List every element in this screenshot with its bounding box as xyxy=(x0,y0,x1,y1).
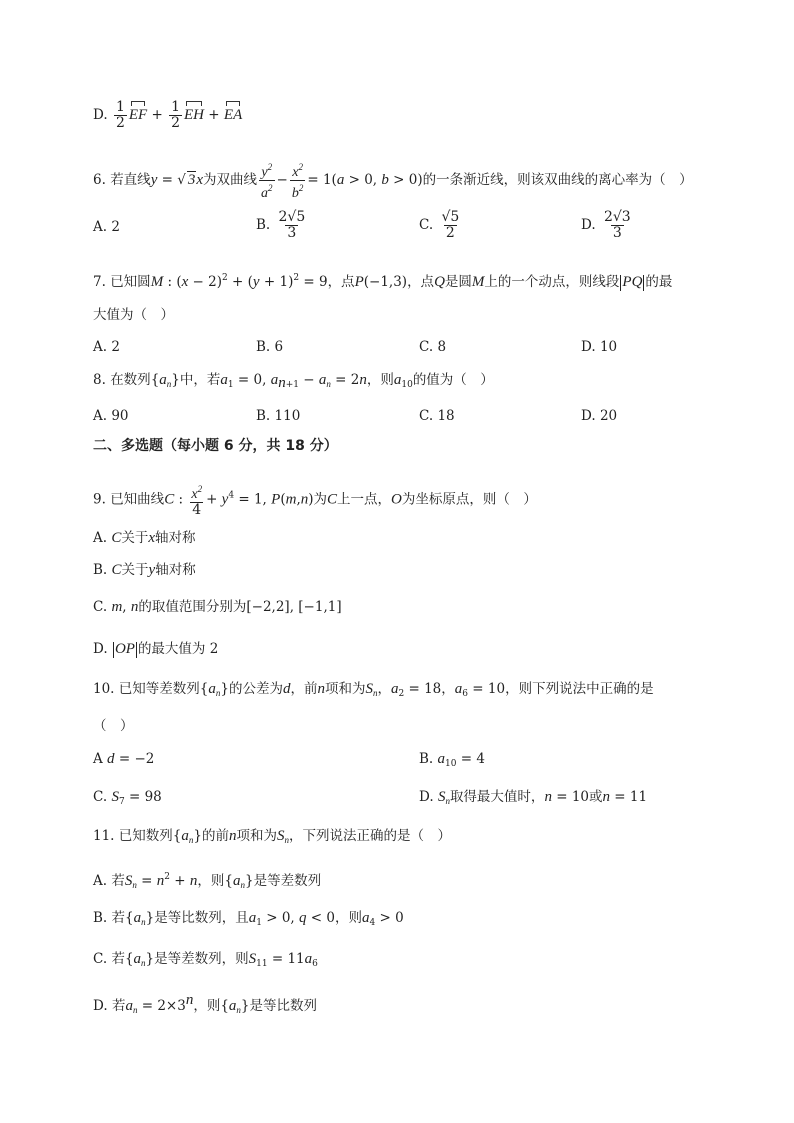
q8-option-a[interactable]: A. 90 xyxy=(93,408,129,424)
q11-option-a[interactable]: A. 若$S_n = n^2 + n$，则$\{a_n\}$是等差数列 xyxy=(93,872,322,890)
q7-option-a[interactable]: A. 2 xyxy=(93,339,120,355)
q9-option-a[interactable]: A. C关于x轴对称 xyxy=(93,530,196,546)
question-9-stem: 9. 已知曲线C : $\frac{x^2}{4}$ + $y^4 = 1$, P(m,n)为C上一点，O为坐标原点，则（ ） xyxy=(93,484,537,518)
section-heading: 二、多选题（每小题 6 分，共 18 分） xyxy=(93,438,338,454)
q11-option-c[interactable]: C. 若$\{a_n\}$是等差数列，则$S_{11} = 11a_6$ xyxy=(93,951,318,969)
q10-option-a[interactable]: A d = −2 xyxy=(93,751,155,767)
q9-option-c[interactable]: C. m, n的取值范围分别为[−2,2], [−1,1] xyxy=(93,599,342,615)
q8-option-c[interactable]: C. 18 xyxy=(419,408,455,424)
q6-option-a[interactable]: A. 2 xyxy=(93,219,120,235)
q7-option-d[interactable]: D. 10 xyxy=(581,339,618,355)
q7-option-c[interactable]: C. 8 xyxy=(419,339,447,355)
fraction: $\frac{1}{2}$ xyxy=(115,99,125,131)
q9-option-d[interactable]: D. OP 的最大值为 2 xyxy=(93,641,219,657)
q11-option-d[interactable]: D. 若$a_n = 2\times 3^n$，则$\{a_n\}$是等比数列 xyxy=(93,992,318,1015)
question-10-line2: （ ） xyxy=(93,718,134,734)
q6-option-b[interactable]: B. $\frac{2√5}{3}$ xyxy=(256,209,306,241)
q8-option-d[interactable]: D. 20 xyxy=(581,408,618,424)
option-label: D. xyxy=(93,107,108,123)
q6-option-d[interactable]: D. $\frac{2√3}{3}$ xyxy=(581,209,631,241)
q6-option-c[interactable]: C. $\frac{√5}{2}$ xyxy=(419,209,460,241)
q8-option-b[interactable]: B. 110 xyxy=(256,408,301,424)
math-expression: y xyxy=(150,172,158,188)
q10-option-d[interactable]: D. $S_n$取得最大值时，n = 10或n = 11 xyxy=(419,789,648,806)
question-8-stem: 8. 在数列$\{a_n\}$中，若$a_1 = 0$, $a_{n+1} - a_n = 2n$，则$a_{10}$的值为（ ） xyxy=(93,372,494,391)
q10-option-c[interactable]: C. $S_7 = 98$ xyxy=(93,789,162,807)
fraction: $\frac{1}{2}$ xyxy=(171,99,181,131)
question-7-line2: 大值为（ ） xyxy=(93,307,174,323)
question-7-stem: 7. 已知圆M : $(x - 2)^2 + (y + 1)^2 = 9$，点P(−1,3)，点Q是圆M上的一个动点，则线段 PQ 的最 xyxy=(93,273,673,290)
q9-option-b[interactable]: B. C关于y轴对称 xyxy=(93,562,196,578)
question-10-stem: 10. 已知等差数列$\{a_n\}$的公差为d，前n项和为$S_n$，$a_2 = 18$，$a_6 = 10$，则下列说法中正确的是 xyxy=(93,681,654,699)
question-6-stem: 6. 若直线y = √ 3x为双曲线 $\frac{y^2}{a^2}$ − $\frac{x^2}{b^2}$ = 1(a > 0, b > 0)的一条渐近线，则该双曲线的离心率为（ ） xyxy=(93,162,693,201)
q7-option-b[interactable]: B. 6 xyxy=(256,339,284,355)
q10-option-b[interactable]: B. $a_{10} = 4$ xyxy=(419,751,485,769)
q11-option-b[interactable]: B. 若$\{a_n\}$是等比数列，且$a_1 > 0$, q < 0，则$a_4 > 0$ xyxy=(93,910,404,928)
q5-option-d[interactable]: D. $\frac{1}{2}$ EF + $\frac{1}{2}$ EH + EA xyxy=(93,99,243,131)
question-11-stem: 11. 已知数列$\{a_n\}$的前n项和为$S_n$，下列说法正确的是（ ） xyxy=(93,828,451,845)
